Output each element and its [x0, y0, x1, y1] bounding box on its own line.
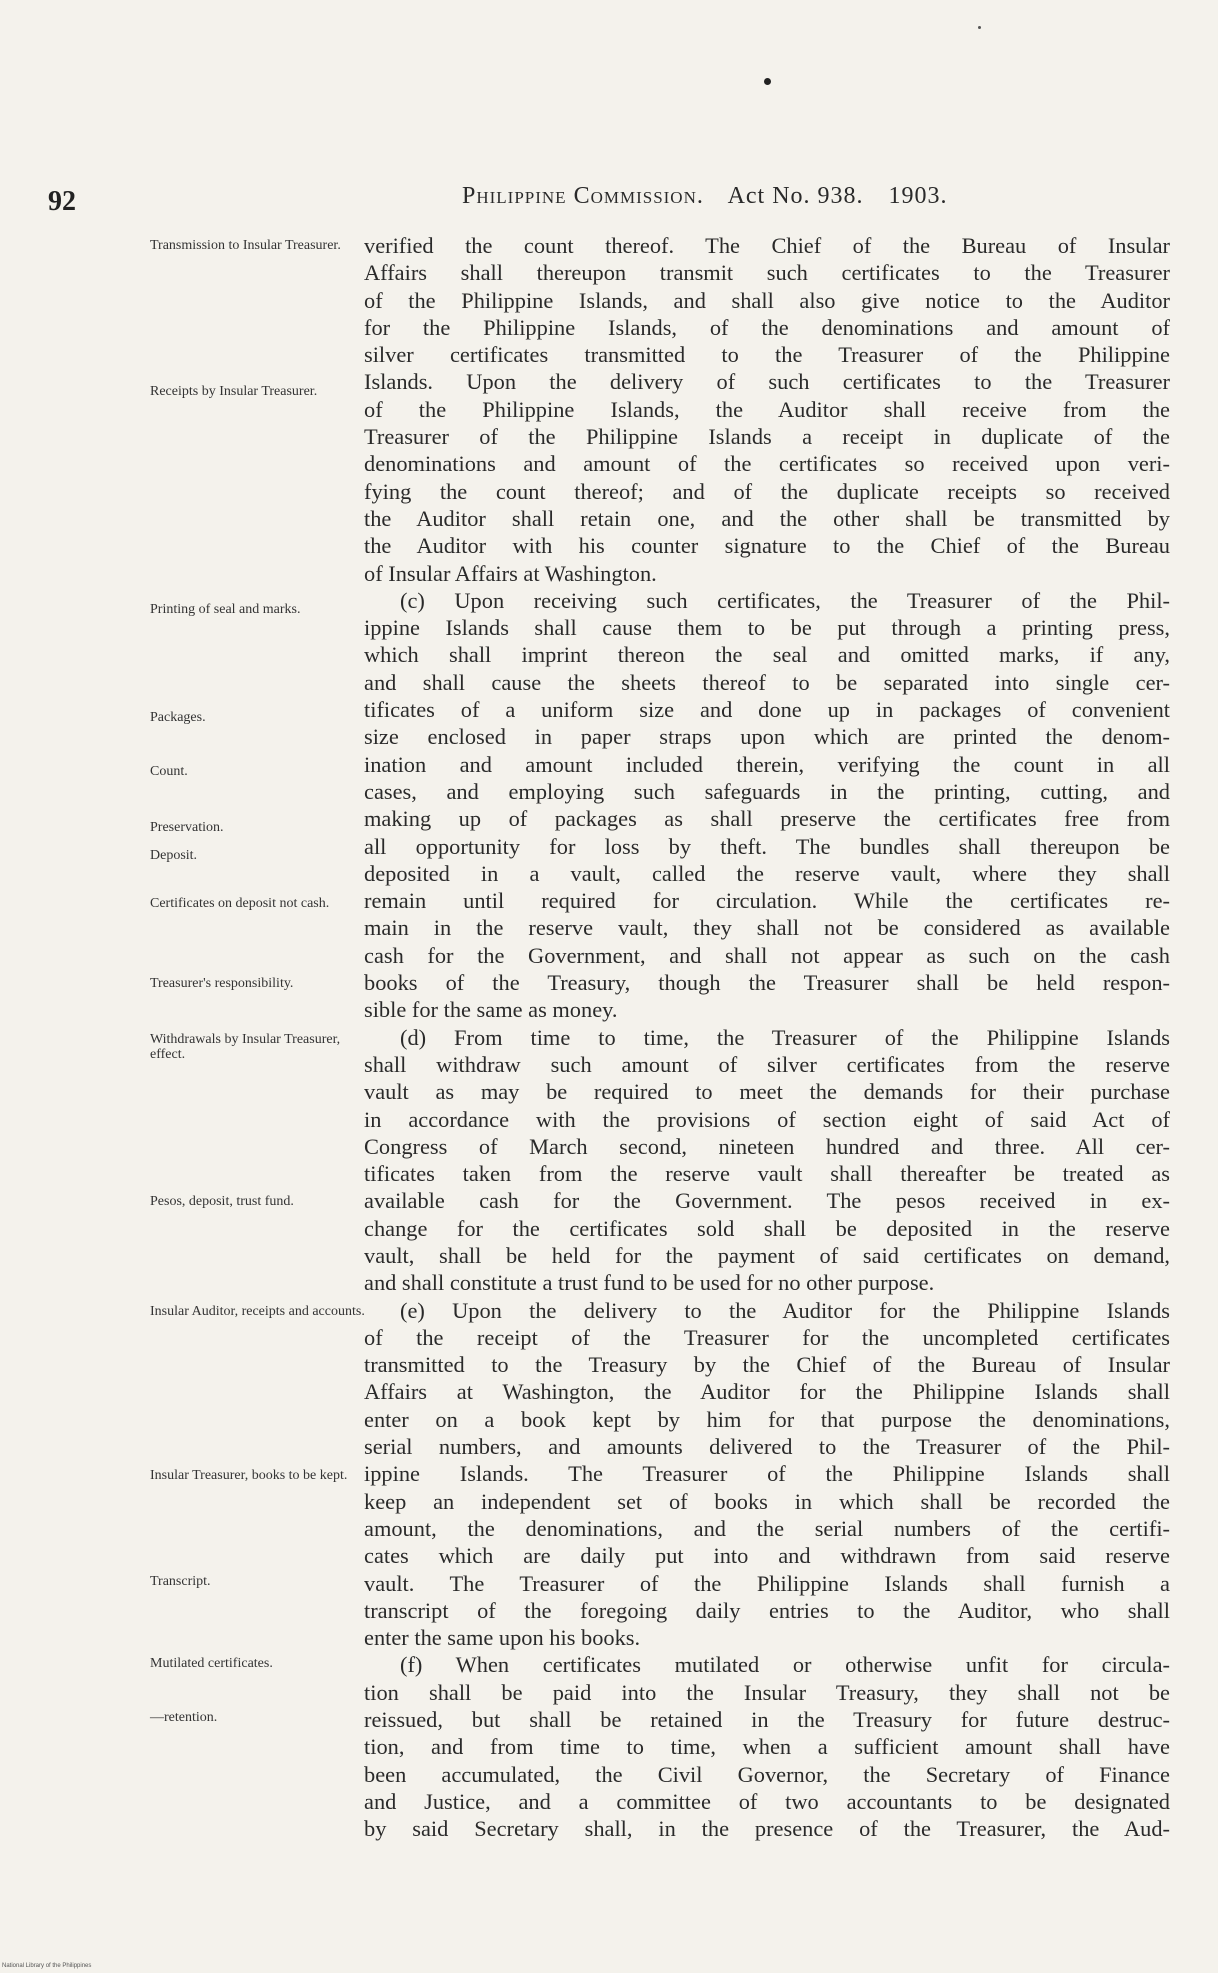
- text-line: Islands. Upon the delivery of such certificates to the Treasurer: [364, 369, 1170, 395]
- text-line: ippine Islands. The Treasurer of the Philippine Islands shall: [364, 1461, 1170, 1487]
- text-line: of Insular Affairs at Washington.: [364, 560, 657, 586]
- running-head-year: 1903.: [888, 183, 948, 209]
- text-line: (e) Upon the delivery to the Auditor for the Philippine Islands: [400, 1297, 1170, 1323]
- side-note: Transcript.: [150, 1574, 211, 1589]
- text-line: ination and amount included therein, verifying the count in all: [364, 751, 1170, 777]
- side-note: Mutilated certificates.: [150, 1656, 273, 1671]
- text-line: denominations and amount of the certificates so received upon veri-: [364, 451, 1170, 477]
- side-note: Transmission to Insular Treasurer.: [150, 238, 341, 253]
- text-line: the Auditor with his counter signature to the Chief of the Bureau: [364, 533, 1170, 559]
- text-line: and shall constitute a trust fund to be used for no other purpose.: [364, 1270, 935, 1296]
- text-line: Affairs shall thereupon transmit such certificates to the Treasurer: [364, 260, 1170, 286]
- text-line: in accordance with the provisions of section eight of said Act of: [364, 1106, 1170, 1132]
- running-head: [462, 183, 1082, 210]
- text-line: amount, the denominations, and the serial numbers of the certifi-: [364, 1515, 1170, 1541]
- text-line: serial numbers, and amounts delivered to the Treasurer of the Phil-: [364, 1434, 1170, 1460]
- text-line: by said Secretary shall, in the presence of the Treasurer, the Aud-: [364, 1816, 1170, 1842]
- side-note: Insular Auditor, receipts and accounts.: [150, 1304, 365, 1319]
- text-line: shall withdraw such amount of silver certificates from the reserve: [364, 1051, 1170, 1077]
- text-line: tificates of a uniform size and done up in packages of convenient: [364, 697, 1170, 723]
- text-line: Treasurer of the Philippine Islands a receipt in duplicate of the: [364, 424, 1170, 450]
- text-line: tion shall be paid into the Insular Treasury, they shall not be: [364, 1679, 1170, 1705]
- side-note: Preservation.: [150, 820, 224, 835]
- side-note: Packages.: [150, 710, 206, 725]
- page-number: 92: [48, 186, 76, 217]
- text-line: (f) When certificates mutilated or otherwise unfit for circula-: [400, 1652, 1170, 1678]
- text-line: transcript of the foregoing daily entries to the Auditor, who shall: [364, 1597, 1170, 1623]
- text-line: cates which are daily put into and withdrawn from said reserve: [364, 1543, 1170, 1569]
- text-line: of the Philippine Islands, the Auditor shall receive from the: [364, 396, 1170, 422]
- text-line: reissued, but shall be retained in the Treasury for future destruc-: [364, 1707, 1170, 1733]
- text-line: vault. The Treasurer of the Philippine Islands shall furnish a: [364, 1570, 1170, 1596]
- text-line: ippine Islands shall cause them to be put through a printing press,: [364, 615, 1170, 641]
- side-note: —retention.: [150, 1710, 218, 1725]
- text-line: Congress of March second, nineteen hundred and three. All cer-: [364, 1133, 1170, 1159]
- text-line: keep an independent set of books in which shall be recorded the: [364, 1488, 1170, 1514]
- text-line: which shall imprint thereon the seal and omitted marks, if any,: [364, 642, 1170, 668]
- text-line: tion, and from time to time, when a sufficient amount shall have: [364, 1734, 1170, 1760]
- text-line: verified the count thereof. The Chief of the Bureau of Insular: [364, 233, 1170, 258]
- side-note: Pesos, deposit, trust fund.: [150, 1194, 294, 1209]
- side-note: Certificates on deposit not cash.: [150, 896, 330, 911]
- text-line: size enclosed in paper straps upon which are printed the denom-: [364, 724, 1170, 750]
- side-note: Deposit.: [150, 848, 198, 863]
- text-line: change for the certificates sold shall be deposited in the reserve: [364, 1215, 1170, 1241]
- text-line: enter the same upon his books.: [364, 1625, 641, 1651]
- text-line: (d) From time to time, the Treasurer of the Philippine Islands: [400, 1024, 1170, 1050]
- text-line: tificates taken from the reserve vault shall thereafter be treated as: [364, 1161, 1170, 1187]
- text-line: and shall cause the sheets thereof to be separated into single cer-: [364, 669, 1170, 695]
- side-note: Withdrawals by Insular Treasurer, effect.: [150, 1032, 341, 1062]
- text-line: for the Philippine Islands, of the denominations and amount of: [364, 314, 1170, 340]
- text-line: the Auditor shall retain one, and the other shall be transmitted by: [364, 505, 1170, 531]
- text-line: silver certificates transmitted to the Treasurer of the Philippine: [364, 342, 1170, 368]
- text-line: deposited in a vault, called the reserve vault, where they shall: [364, 860, 1170, 886]
- running-head-title: Philippine Commission.: [462, 183, 704, 209]
- text-line: of the receipt of the Treasurer for the uncompleted certificates: [364, 1324, 1170, 1350]
- text-line: remain until required for circulation. While the certificates re-: [364, 888, 1170, 914]
- running-head-act: Act No. 938.: [727, 183, 864, 209]
- side-note: Receipts by Insular Treasurer.: [150, 384, 318, 399]
- text-line: books of the Treasury, though the Treasurer shall be held respon-: [364, 970, 1170, 996]
- paper-speck: [978, 26, 981, 29]
- text-line: vault as may be required to meet the demands for their purchase: [364, 1079, 1170, 1105]
- text-line: (c) Upon receiving such certificates, the Treasurer of the Phil-: [400, 587, 1170, 613]
- text-line: and Justice, and a committee of two accountants to be designated: [364, 1788, 1170, 1814]
- text-line: vault, shall be held for the payment of said certificates on demand,: [364, 1242, 1170, 1268]
- text-line: cases, and employing such safeguards in the printing, cutting, and: [364, 778, 1170, 804]
- text-line: fying the count thereof; and of the duplicate receipts so received: [364, 478, 1170, 504]
- text-line: transmitted to the Treasury by the Chief of the Bureau of Insular: [364, 1352, 1170, 1378]
- printer-dot: [764, 78, 771, 85]
- body-text: [364, 232, 1170, 1843]
- text-line: sible for the same as money.: [364, 997, 618, 1023]
- text-line: been accumulated, the Civil Governor, the Secretary of Finance: [364, 1761, 1170, 1787]
- side-note: Insular Treasurer, books to be kept.: [150, 1468, 348, 1483]
- text-line: enter on a book kept by him for that purpose the denominations,: [364, 1406, 1170, 1432]
- text-line: cash for the Government, and shall not appear as such on the cash: [364, 942, 1170, 968]
- text-line: all opportunity for loss by theft. The bundles shall thereupon be: [364, 833, 1170, 859]
- text-line: main in the reserve vault, they shall not be considered as available: [364, 915, 1170, 941]
- text-line: Affairs at Washington, the Auditor for the Philippine Islands shall: [364, 1379, 1170, 1405]
- side-note: Printing of seal and marks.: [150, 602, 301, 617]
- text-line: of the Philippine Islands, and shall also give notice to the Auditor: [364, 287, 1170, 313]
- side-note: Treasurer's responsibility.: [150, 976, 294, 991]
- text-line: making up of packages as shall preserve the certificates free from: [364, 806, 1170, 832]
- text-line: available cash for the Government. The pesos received in ex-: [364, 1188, 1170, 1214]
- side-note: Count.: [150, 764, 188, 779]
- scan-footer: National Library of the Philippines: [2, 1963, 92, 1969]
